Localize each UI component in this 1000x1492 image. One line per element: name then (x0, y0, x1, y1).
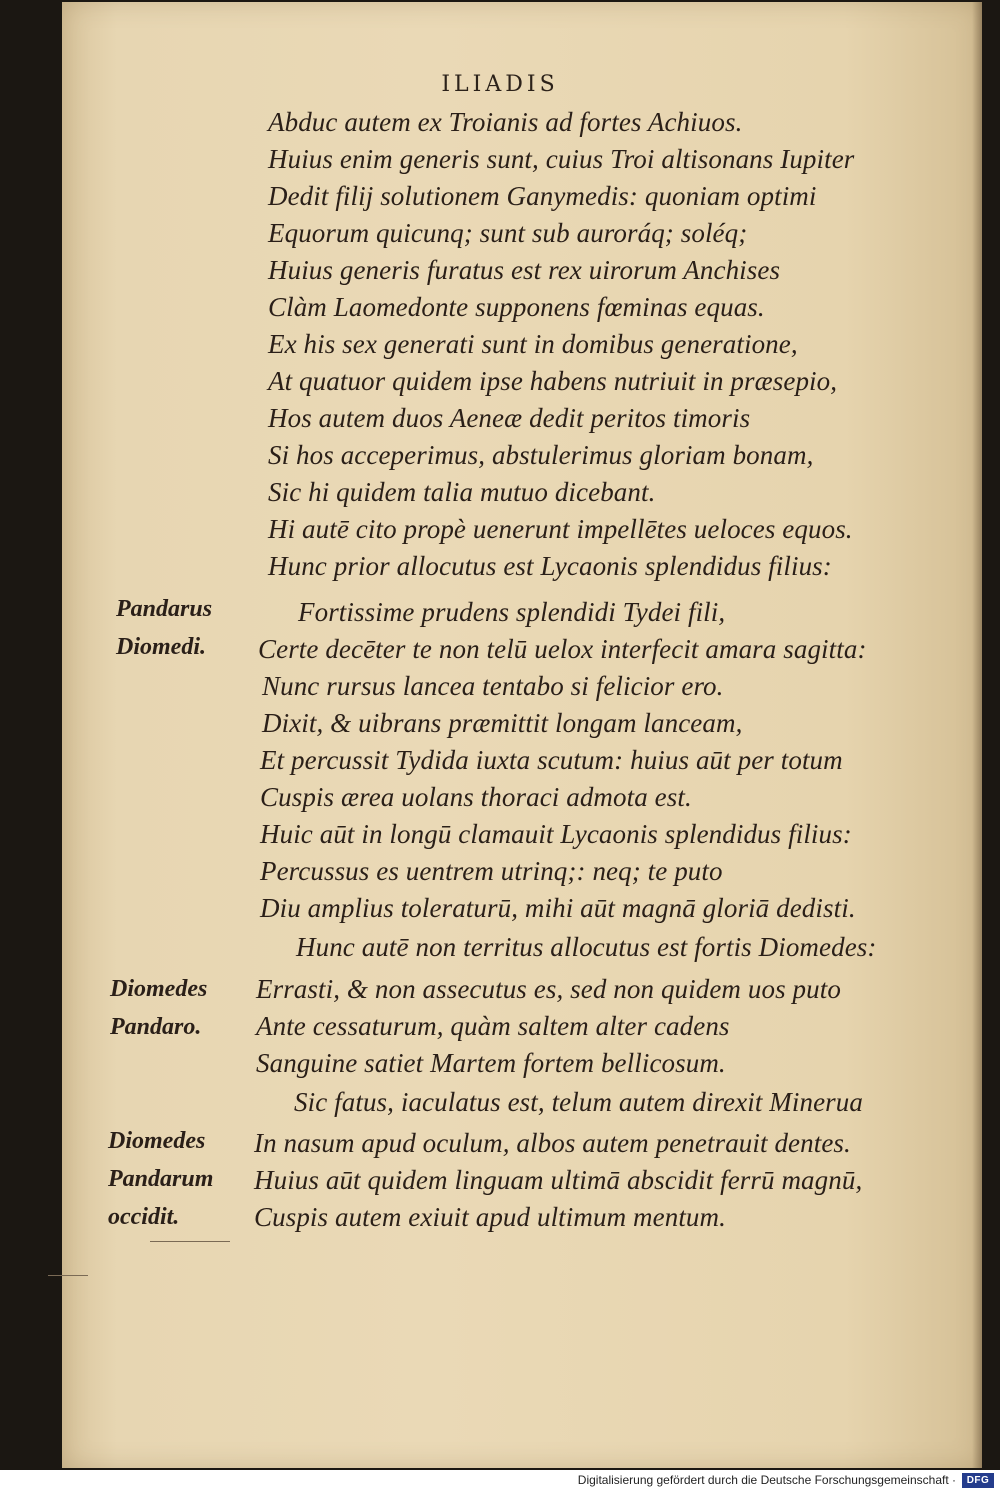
verse-line: Huius enim generis sunt, cuius Troi altisonans Iupiter (268, 144, 855, 174)
marginal-note: Pandarum (108, 1166, 214, 1192)
verse-line: Percussus es uentrem utrinq;: neq; te puto (260, 856, 723, 886)
verse-line: Sanguine satiet Martem fortem bellicosum. (256, 1048, 726, 1078)
verse-line: Huic aūt in longū clamauit Lycaonis splendidus filius: (260, 819, 852, 849)
verse-line: Cuspis ærea uolans thoraci admota est. (260, 782, 692, 812)
verse-line: Ante cessaturum, quàm saltem alter cadens (256, 1011, 730, 1041)
verse-line: Sic fatus, iaculatus est, telum autem direxit Minerua (294, 1087, 863, 1117)
verse-line: Errasti, & non assecutus es, sed non quidem uos puto (256, 974, 841, 1004)
verse-line: Certe decēter te non telū uelox interfecit amara sagitta: (258, 634, 867, 664)
verse-line: Diu amplius toleraturū, mihi aūt magnā gloriā dedisti. (260, 893, 856, 923)
marginal-note: Pandarus (116, 596, 213, 622)
verse-line: Hunc autē non territus allocutus est fortis Diomedes: (296, 932, 877, 962)
digitization-footer (0, 1470, 1000, 1492)
verse-line: Hos autem duos Aeneæ dedit peritos timoris (268, 403, 751, 433)
page-edge-shadow (972, 2, 982, 1468)
stray-rule (150, 1241, 230, 1242)
dfg-logo-icon: DFG (962, 1473, 994, 1488)
verse-line: Huius aūt quidem linguam ultimā abscidit ferrū magnū, (254, 1165, 863, 1195)
verse-line: Nunc rursus lancea tentabo si felicior ero. (262, 671, 724, 701)
verse-line: Clàm Laomedonte supponens fœminas equas. (268, 292, 765, 322)
verse-line: In nasum apud oculum, albos autem penetrauit dentes. (254, 1128, 851, 1158)
verse-line: Et percussit Tydida iuxta scutum: huius aūt per totum (260, 745, 843, 775)
verse-line: Ex his sex generati sunt in domibus generatione, (268, 329, 798, 359)
marginal-note: Pandaro. (110, 1014, 202, 1040)
verse-line: Abduc autem ex Troianis ad fortes Achiuos. (268, 107, 743, 137)
running-head: ILIADIS (441, 72, 559, 97)
marginal-note: Diomedes (108, 1128, 206, 1154)
stray-rule (48, 1275, 88, 1276)
verse-line: Huius generis furatus est rex uirorum Anchises (268, 255, 781, 285)
verse-line: Equorum quicunq; sunt sub auroráq; soléq; (268, 218, 748, 248)
verse-line: Fortissime prudens splendidi Tydei fili, (298, 597, 726, 627)
footer-credit: Digitalisierung gefördert durch die Deutsche Forschungsgemeinschaft · (577, 1473, 956, 1487)
marginal-note: Diomedes (110, 976, 208, 1002)
verse-line: Sic hi quidem talia mutuo dicebant. (268, 477, 656, 507)
verse-line: Hunc prior allocutus est Lycaonis splendidus filius: (268, 551, 832, 581)
marginal-note: occidit. (108, 1204, 180, 1230)
verse-line: At quatuor quidem ipse habens nutriuit in præsepio, (268, 366, 838, 396)
marginal-note: Diomedi. (116, 634, 206, 660)
verse-line: Si hos acceperimus, abstulerimus gloriam bonam, (268, 440, 814, 470)
verse-line: Dixit, & uibrans præmittit longam lanceam, (262, 708, 743, 738)
verse-line: Cuspis autem exiuit apud ultimum mentum. (254, 1202, 726, 1232)
verse-line: Dedit filij solutionem Ganymedis: quoniam optimi (268, 181, 817, 211)
verse-line: Hi autē cito propè uenerunt impellētes ueloces equos. (268, 514, 853, 544)
